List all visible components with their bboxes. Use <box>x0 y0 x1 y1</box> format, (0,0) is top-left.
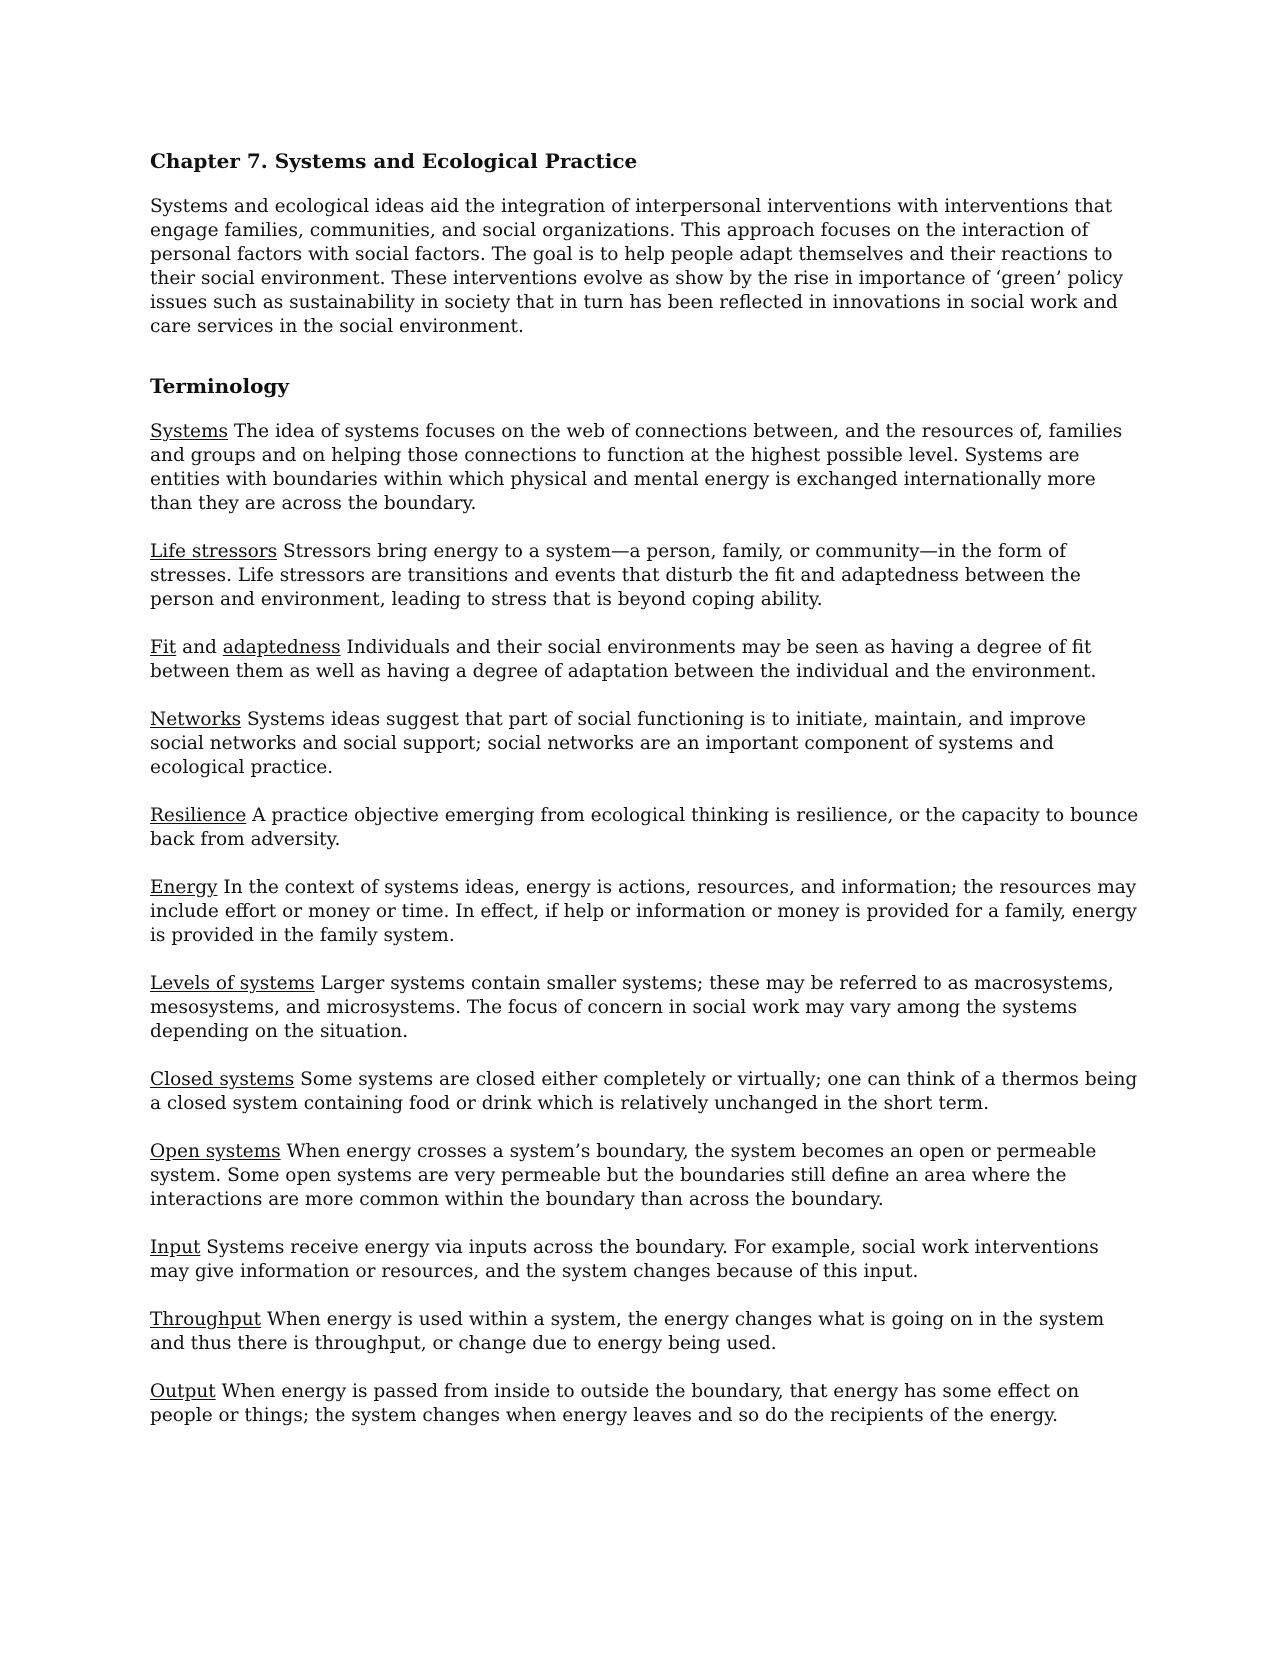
term-name: Life stressors <box>150 541 278 562</box>
term-definition: When energy is used within a system, the energy changes what is going on in the system and thus there is throughput, or change due to energy being used. <box>150 1309 1105 1354</box>
term-name: Systems <box>150 421 229 442</box>
term-definition: Systems receive energy via inputs across the boundary. For example, social work interventions may give information or resources, and the system changes because of this input. <box>150 1237 1099 1282</box>
term-name: Levels of systems <box>150 973 315 994</box>
term-definition: Some systems are closed either completely or virtually; one can think of a thermos being a closed system containing food or drink which is relatively unchanged in the short term. <box>150 1069 1138 1114</box>
term-entry <box>150 540 1140 612</box>
term-name: Energy <box>150 877 218 898</box>
term-name: Throughput <box>150 1309 262 1330</box>
term-list <box>150 420 1140 1428</box>
term-definition: In the context of systems ideas, energy is actions, resources, and information; the resources may include effort or money or time. In effect, if help or information or money is provided for a family, energy is provided in the family system. <box>150 877 1137 946</box>
term-connector: and <box>176 637 223 658</box>
term-definition: The idea of systems focuses on the web of connections between, and the resources of, families and groups and on helping those connections to function at the highest possible level. Systems are entities with boundaries within which physical and mental energy is exchanged internationally more than they are across the boundary. <box>150 421 1123 514</box>
term-definition: Larger systems contain smaller systems; these may be referred to as macrosystems, mesosystems, and microsystems. The focus of concern in social work may vary among the systems depending on the situation. <box>150 973 1114 1042</box>
term-entry <box>150 636 1140 684</box>
term-entry <box>150 1236 1140 1284</box>
term-name: Output <box>150 1381 216 1402</box>
term-entry <box>150 972 1140 1044</box>
term-definition: A practice objective emerging from ecological thinking is resilience, or the capacity to bounce back from adversity. <box>150 805 1139 850</box>
term-entry <box>150 876 1140 948</box>
chapter-title: Chapter 7. Systems and Ecological Practice <box>150 149 638 173</box>
term-name: Networks <box>150 709 242 730</box>
term-entry <box>150 804 1140 852</box>
term-definition: Systems ideas suggest that part of social functioning is to initiate, maintain, and improve social networks and social support; social networks are an important component of systems and ecological practice. <box>150 709 1087 778</box>
term-entry <box>150 1068 1140 1116</box>
term-name: Open systems <box>150 1141 281 1162</box>
document-page <box>150 149 1140 1452</box>
term-name: Fit <box>150 637 177 658</box>
term-name: Input <box>150 1237 201 1258</box>
term-entry <box>150 708 1140 780</box>
section-heading-terminology: Terminology <box>150 374 290 398</box>
term-entry <box>150 1140 1140 1212</box>
term-definition: Individuals and their social environments may be seen as having a degree of fit between them as well as having a degree of adaptation between the individual and the environment. <box>150 637 1097 682</box>
term-definition: When energy crosses a system’s boundary, the system becomes an open or permeable system. Some open systems are very permeable but the boundaries still define an area where the interactions are more common within the boundary than across the boundary. <box>150 1141 1097 1210</box>
term-entry <box>150 420 1140 516</box>
term-entry <box>150 1308 1140 1356</box>
term-name: Closed systems <box>150 1069 295 1090</box>
term-name: Resilience <box>150 805 247 826</box>
intro-paragraph: Systems and ecological ideas aid the integration of interpersonal interventions with interventions that engage families, communities, and social organizations. This approach focuses on the interaction of personal factors with social factors. The goal is to help people adapt themselves and their reactions to their social environment. These interventions evolve as show by the rise in importance of ‘green’ policy issues such as sustainability in society that in turn has been reflected in innovations in social work and care services in the social environment. <box>150 196 1124 337</box>
term-definition: When energy is passed from inside to outside the boundary, that energy has some effect on people or things; the system changes when energy leaves and so do the recipients of the energy. <box>150 1381 1080 1426</box>
term-entry <box>150 1380 1140 1428</box>
term-name-secondary: adaptedness <box>222 637 341 658</box>
term-definition: Stressors bring energy to a system—a person, family, or community—in the form of stresses. Life stressors are transitions and events that disturb the fit and adaptedness between the person and environment, leading to stress that is beyond coping ability. <box>150 541 1081 610</box>
